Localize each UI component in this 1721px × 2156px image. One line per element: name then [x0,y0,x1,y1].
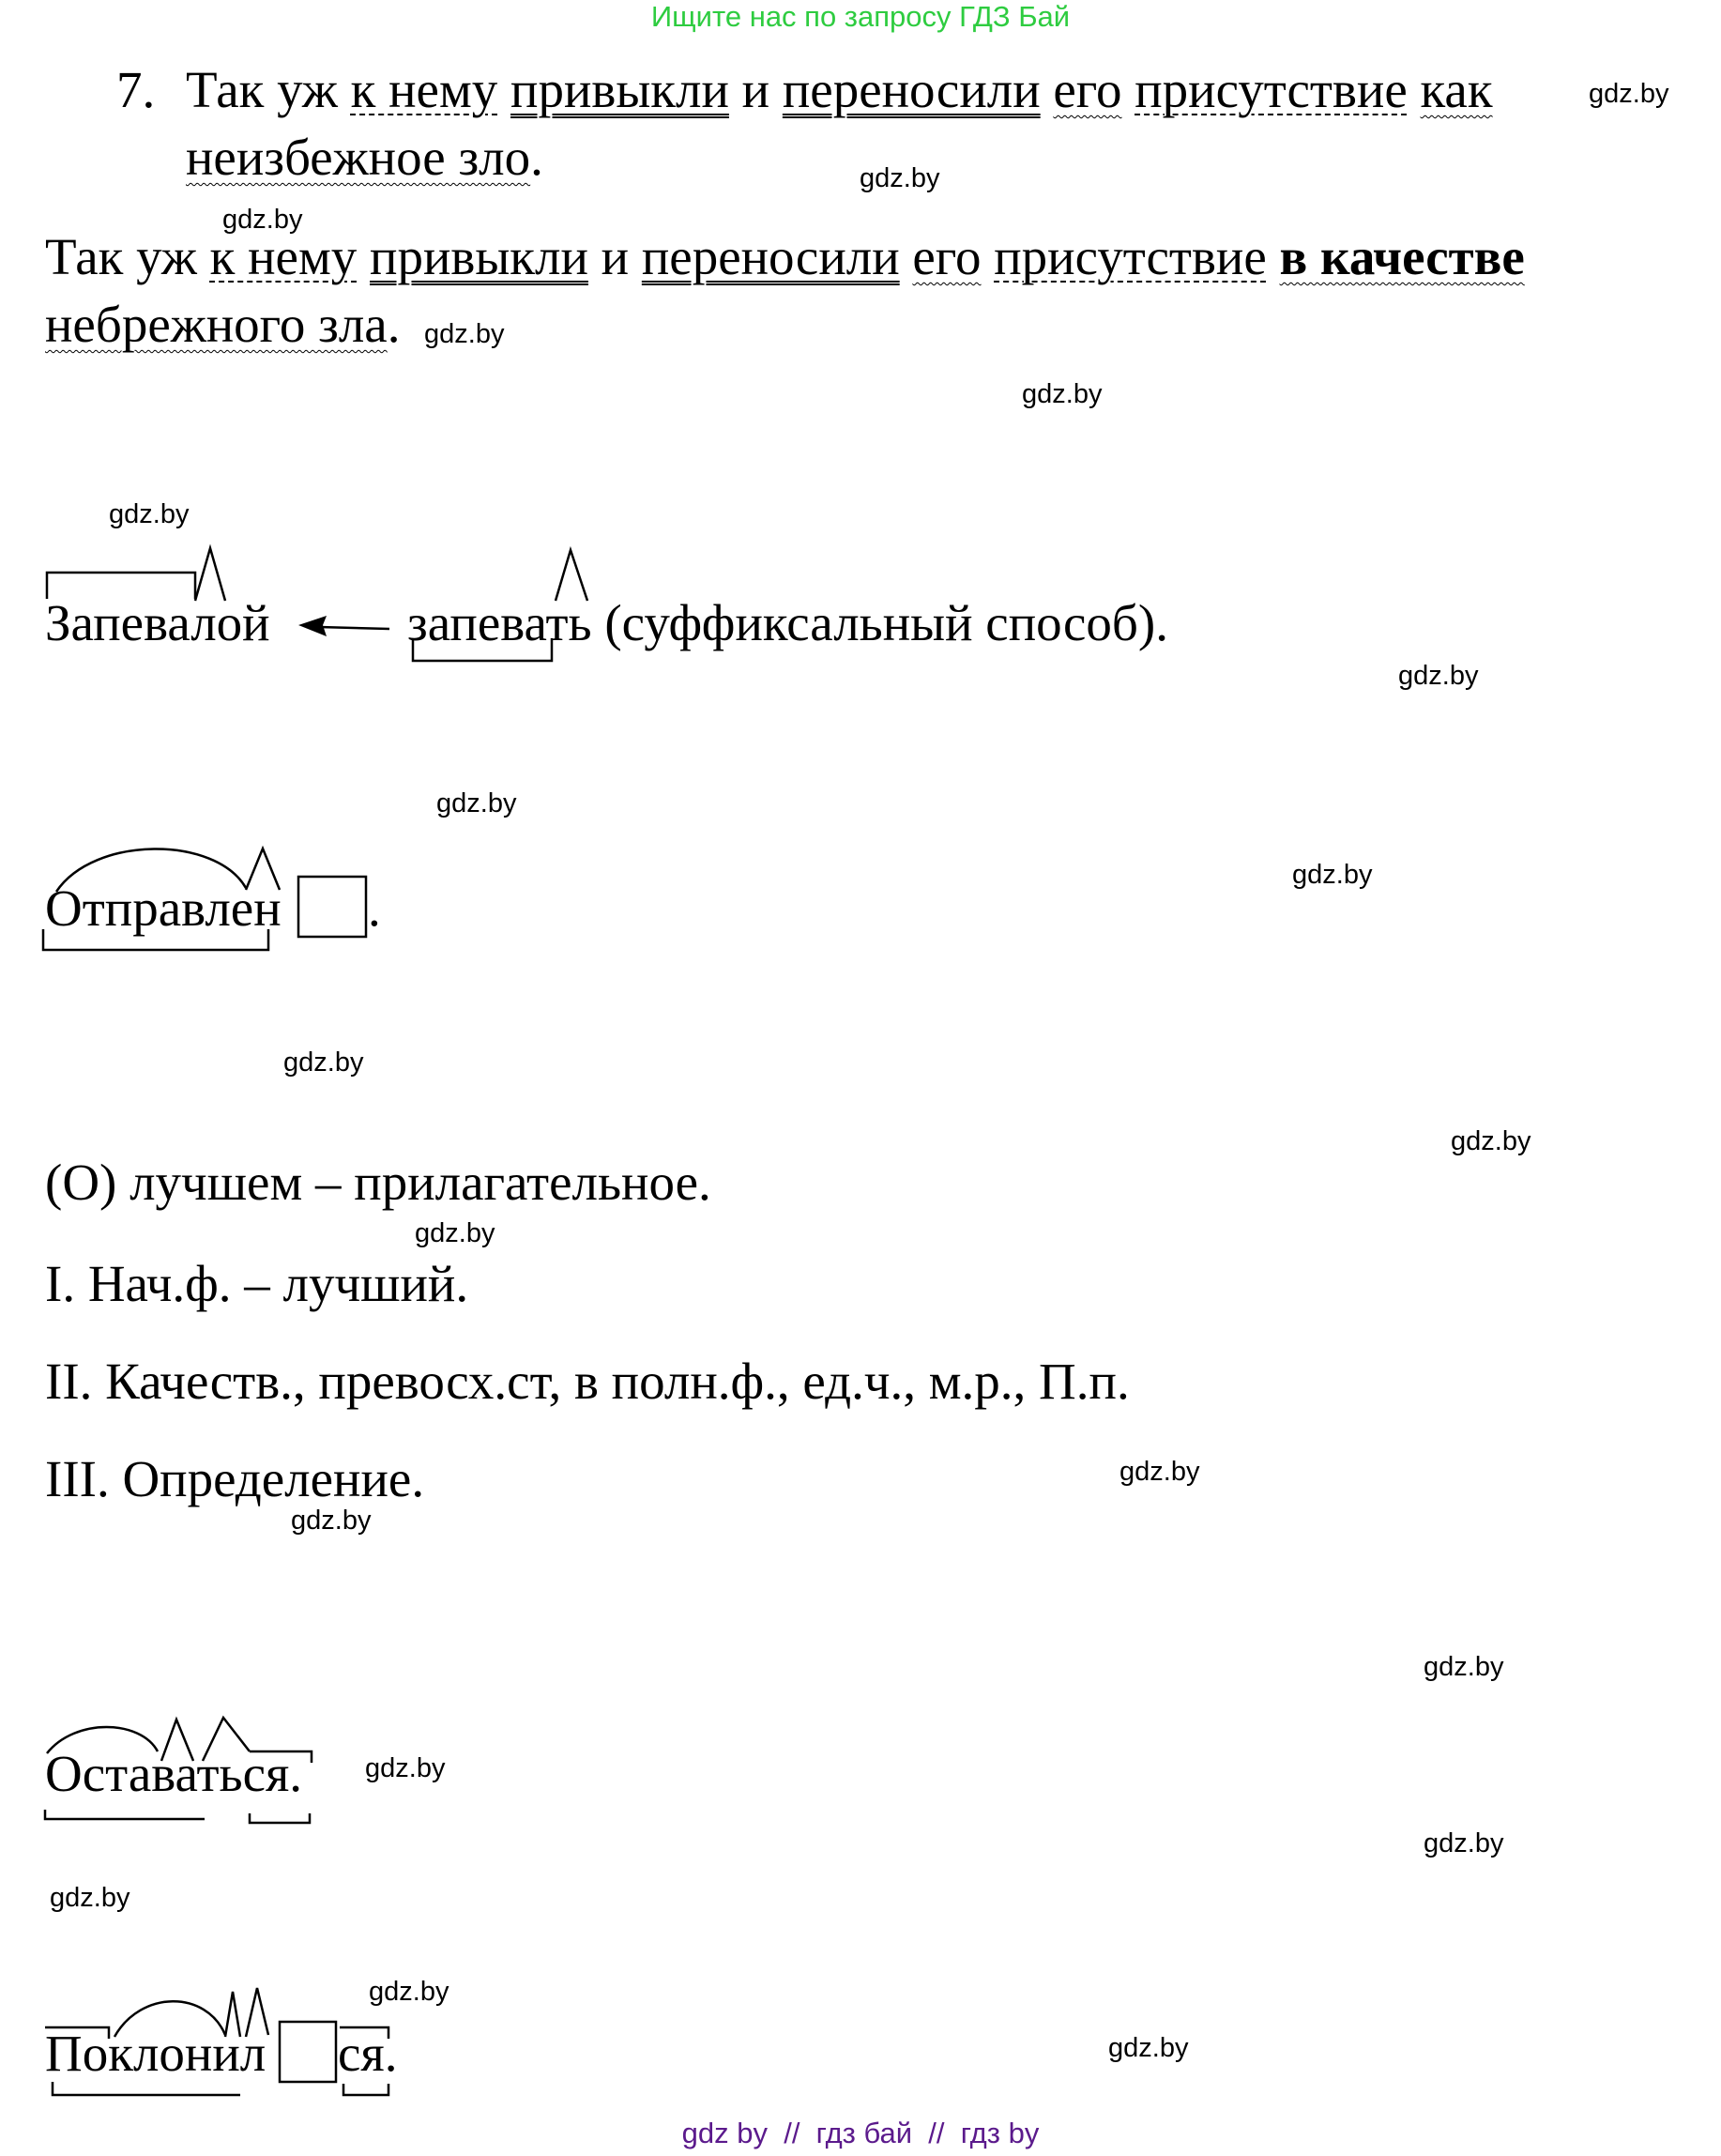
base-mark [343,2084,388,2095]
watermark: gdz.by [50,1883,130,1913]
watermark: gdz.by [1451,1126,1531,1156]
postfix-mark [340,2027,388,2039]
watermark: gdz.by [1398,661,1479,691]
base-mark [45,1810,205,1819]
watermark: gdz.by [291,1506,372,1536]
text: его [912,228,982,285]
text: . [368,879,381,937]
watermark: gdz.by [1589,79,1669,109]
text: его [1053,61,1122,118]
suffix-mark [225,1992,240,2037]
text: и [728,61,783,118]
prefix-mark [45,2027,109,2039]
morphemic-word-2: Оставаться. [45,1745,303,1802]
header-banner: Ищите нас по запросу ГДЗ Бай [650,0,1071,33]
suffix-mark [556,550,587,601]
text: Так уж [45,228,210,285]
watermark: gdz.by [283,1047,364,1078]
watermark: gdz.by [436,788,517,818]
base-mark [53,2082,240,2095]
watermark: gdz.by [424,319,505,349]
watermark: gdz.by [222,205,303,235]
text: к нему [350,61,498,118]
watermark: gdz.by [365,1753,446,1783]
watermark: gdz.by [1119,1457,1200,1487]
morphemic-word-3b: ся. [338,2025,398,2082]
text: и [587,228,642,285]
word-formation-word: Запевалой [45,594,270,651]
text: запевать [407,594,592,651]
analysis-title: (О) лучшем – прилагательное. [45,1154,711,1211]
suffix-mark [161,1720,193,1761]
root-mark [47,573,195,599]
postfix-mark [250,1751,312,1763]
text: переносили [641,228,900,285]
text: . [387,296,401,353]
arrow-head [298,616,327,636]
text: неизбежное зло [186,129,531,186]
watermark: gdz.by [1292,860,1373,890]
ending-mark [280,2022,336,2082]
suffix-mark [246,1988,268,2037]
text: . [530,129,543,186]
base-mark [250,1813,310,1823]
text: к нему [209,228,358,285]
watermark: gdz.by [1022,379,1103,409]
text: в качестве [1279,228,1525,285]
analysis-point-3: III. Определение. [45,1450,425,1507]
watermark: gdz.by [109,499,190,529]
footer-links: gdz by // гдз бай // гдз by [681,2117,1040,2149]
morphemic-word-3a: Поклонил [45,2025,267,2082]
root-mark [114,2001,225,2037]
suffix-mark [246,849,280,890]
ending-mark [298,877,366,937]
text: присутствие [994,228,1267,285]
watermark: gdz.by [415,1218,495,1248]
watermark: gdz.by [1108,2033,1189,2063]
base-mark [413,638,552,661]
root-mark [47,1727,158,1753]
arrow-line [319,627,389,629]
watermark: gdz.by [1424,1652,1504,1682]
text: небрежного зла [45,296,388,353]
text: привыкли [510,61,729,118]
text: присутствие [1135,61,1408,118]
item-number: 7. [116,61,156,118]
watermark: gdz.by [1424,1828,1504,1858]
base-mark [43,929,268,950]
suffix-mark [195,548,225,601]
root-mark [56,849,246,892]
analysis-point-1: I. Нач.ф. – лучший. [45,1255,469,1312]
text: Так уж [186,61,351,118]
analysis-point-2: II. Качеств., превосх.ст, в полн.ф., ед.ч., м.р., П.п. [45,1353,1130,1410]
text: (суффиксальный способ). [591,594,1168,651]
morphemic-word-1: Отправлен [45,879,282,937]
watermark: gdz.by [369,1977,449,2007]
text: переносили [782,61,1041,118]
text: привыкли [370,228,588,285]
suffix-mark [203,1718,250,1761]
text: как [1420,61,1493,118]
watermark: gdz.by [860,163,940,193]
